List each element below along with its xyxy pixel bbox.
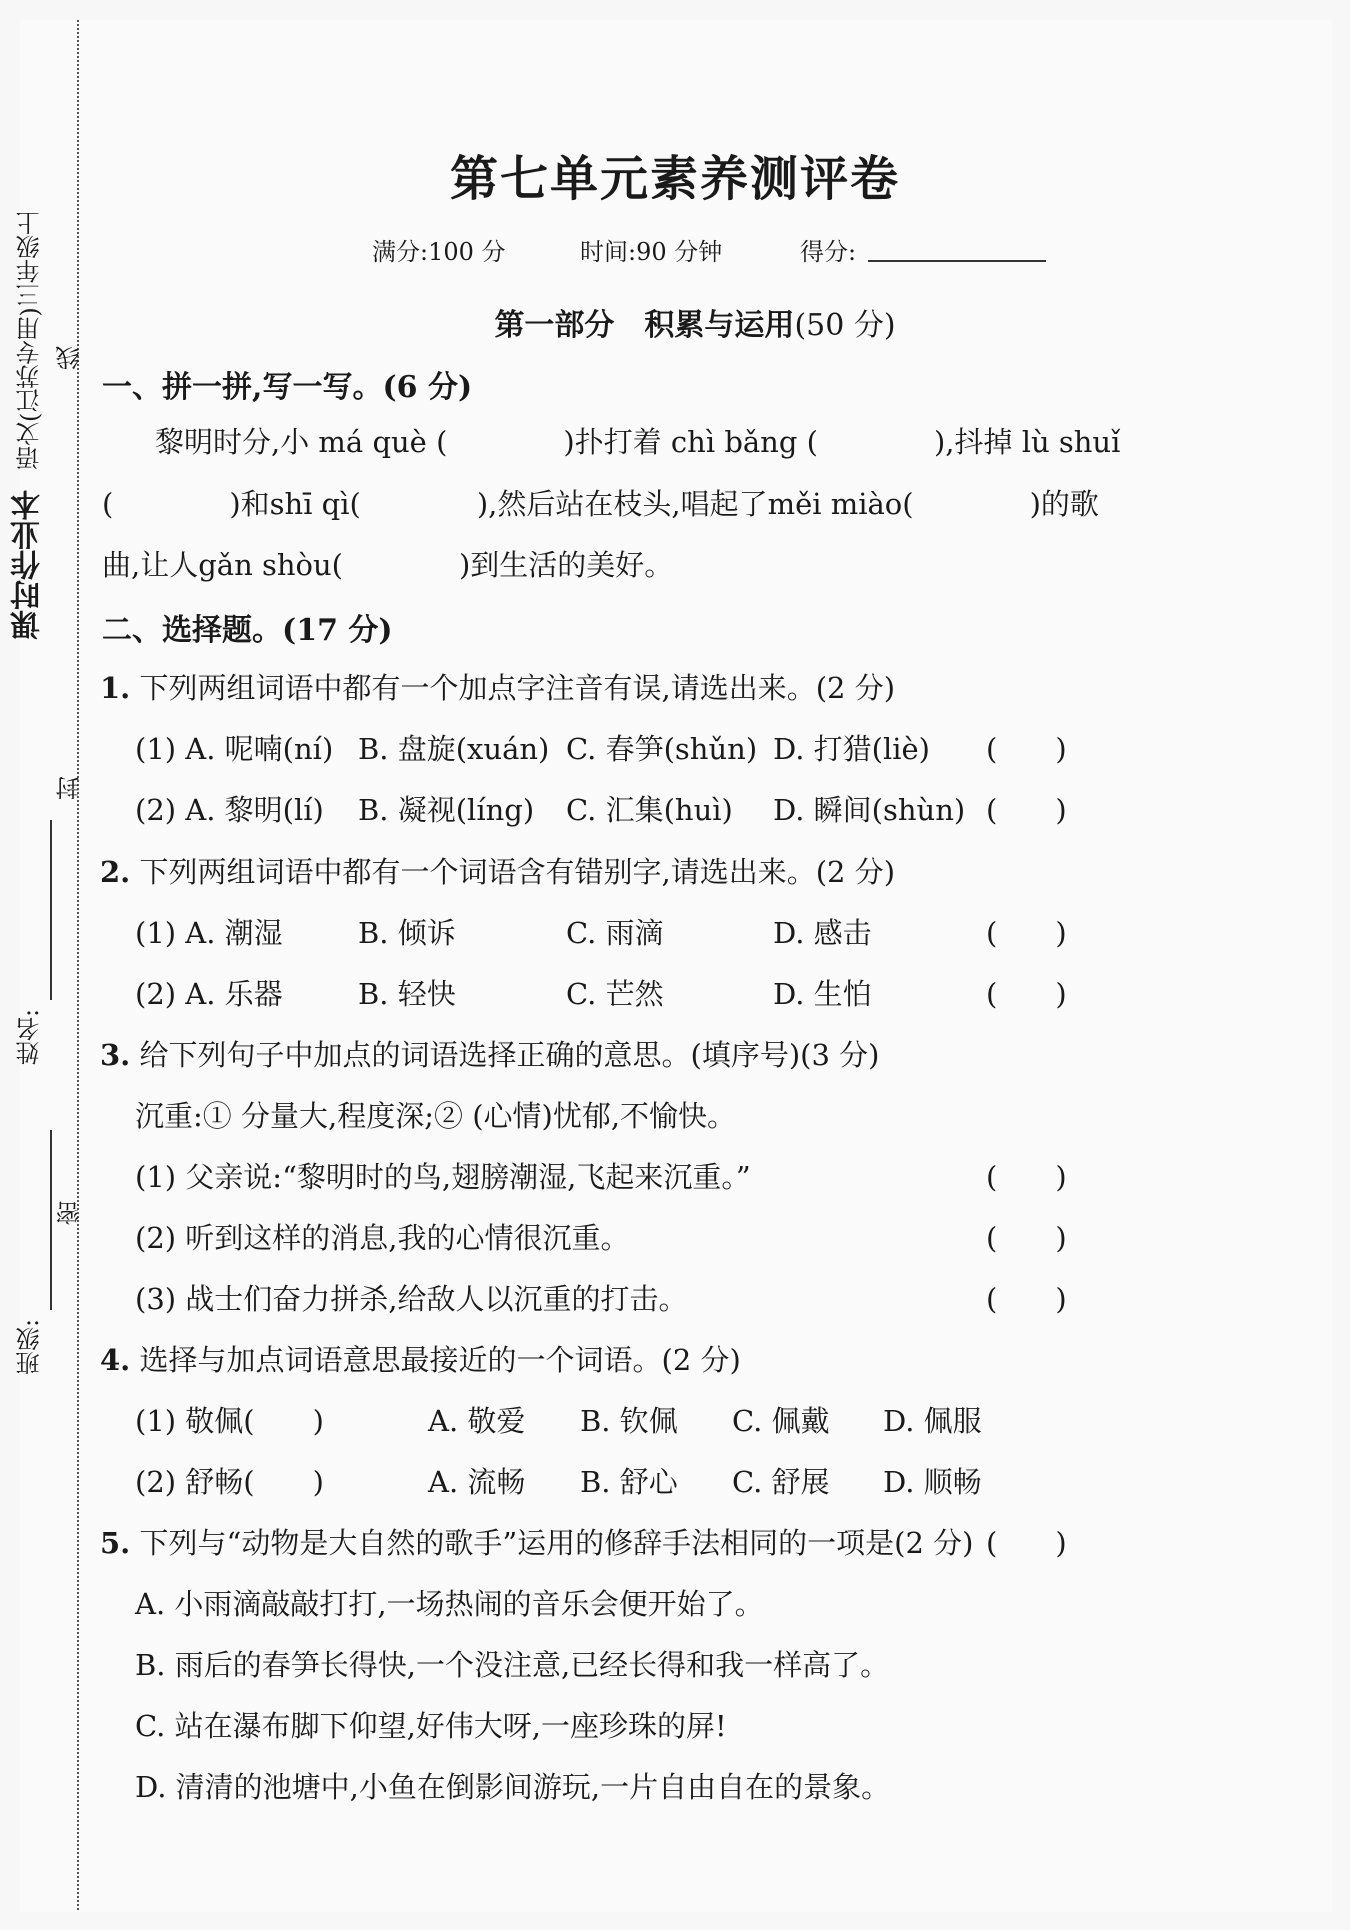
q2-row1-c: C. 雨滴 (566, 916, 664, 950)
side-subject: 语文(江苏专用)三年级上 (16, 211, 44, 470)
q5-stem (100, 1521, 973, 1562)
q3-number: 3. (100, 1038, 131, 1072)
q3-item-3: (3) 战士们奋力拼杀,给敌人以沉重的打击。 (135, 1282, 688, 1316)
pinyin-line-1: 黎明时分,小 má què ( )扑打着 chì bǎng ( ),抖掉 lù shuǐ (155, 425, 1121, 459)
q1-row1-c: C. 春笋(shǔn) (566, 732, 758, 766)
section1-heading: 一、拼一拼,写一写。(6 分) (102, 370, 473, 405)
q4-row2-a: A. 流畅 (428, 1465, 526, 1499)
q4-row1-word: (1) 敬佩( ) (135, 1404, 324, 1438)
side-name-line (50, 820, 52, 1000)
time-limit: 时间:90 分钟 (580, 238, 723, 266)
q2-row1-answer[interactable]: ( ) (986, 916, 1067, 950)
q3-definition: 沉重:① 分量大,程度深;② (心情)忧郁,不愉快。 (135, 1099, 737, 1133)
q2-text: 下列两组词语中都有一个词语含有错别字,请选出来。(2 分) (139, 855, 896, 889)
q5-number: 5. (100, 1526, 131, 1560)
q3-item3-answer[interactable]: ( ) (986, 1282, 1067, 1316)
q4-row2-c: C. 舒展 (732, 1465, 830, 1499)
side-class-label: 班级: (16, 1318, 44, 1375)
side-class-line (50, 1130, 52, 1310)
q1-row2-answer[interactable]: ( ) (986, 793, 1067, 827)
score-blank (868, 260, 1046, 262)
q3-item-2: (2) 听到这样的消息,我的心情很沉重。 (135, 1221, 630, 1255)
q2-row1-a: (1) A. 潮湿 (135, 916, 283, 950)
q2-row1-d: D. 感击 (773, 916, 872, 950)
q2-row2-c: C. 芒然 (566, 977, 664, 1011)
q3-item1-answer[interactable]: ( ) (986, 1160, 1067, 1194)
q2-stem (100, 850, 895, 891)
q3-text: 给下列句子中加点的词语选择正确的意思。(填序号)(3 分) (139, 1038, 880, 1072)
q1-number: 1. (100, 671, 131, 705)
q1-row1-a: (1) A. 呢喃(ní) (135, 732, 334, 766)
q2-row2-d: D. 生怕 (773, 977, 872, 1011)
q2-number: 2. (100, 855, 131, 889)
q1-row2-d: D. 瞬间(shùn) (773, 793, 966, 827)
q4-row2-word: (2) 舒畅( ) (135, 1465, 324, 1499)
q1-row2-b: B. 凝视(líng) (358, 793, 535, 827)
q5-option-b: B. 雨后的春笋长得快,一个没注意,已经长得和我一样高了。 (135, 1648, 890, 1682)
q1-row1-answer[interactable]: ( ) (986, 732, 1067, 766)
pinyin-line-2: ( )和shī qì( ),然后站在枝头,唱起了měi miào( )的歌 (102, 487, 1099, 521)
q3-stem (100, 1033, 879, 1074)
q1-row1-b: B. 盘旋(xuán) (358, 732, 550, 766)
q4-text: 选择与加点词语意思最接近的一个词语。(2 分) (139, 1343, 741, 1377)
q5-option-a: A. 小雨滴敲敲打打,一场热闹的音乐会便开始了。 (135, 1587, 764, 1621)
q4-row1-c: C. 佩戴 (732, 1404, 830, 1438)
q5-answer[interactable]: ( ) (986, 1526, 1067, 1560)
side-line-mark: 线 (56, 346, 84, 370)
full-score: 满分:100 分 (372, 238, 506, 266)
q2-row2-b: B. 轻快 (358, 977, 456, 1011)
side-name-label: 姓名: (16, 1008, 44, 1065)
q5-option-c: C. 站在瀑布脚下仰望,好伟大呀,一座珍珠的屏! (135, 1709, 727, 1743)
part-points: (50 分) (794, 308, 896, 343)
q5-text: 下列与“动物是大自然的歌手”运用的修辞手法相同的一项是(2 分) (139, 1526, 974, 1560)
q3-item-1: (1) 父亲说:“黎明时的鸟,翅膀潮湿,飞起来沉重。” (135, 1160, 751, 1194)
q1-stem (100, 666, 895, 707)
pinyin-line-3: 曲,让人gǎn shòu( )到生活的美好。 (102, 548, 674, 582)
q4-stem (100, 1338, 741, 1379)
side-seal-mark: 封 (56, 776, 84, 800)
side-book-title: 课时作业本 (11, 490, 46, 640)
q1-row2-c: C. 汇集(huì) (566, 793, 733, 827)
q2-row2-a: (2) A. 乐器 (135, 977, 283, 1011)
part-heading (0, 300, 1350, 344)
q4-row2-b: B. 舒心 (580, 1465, 678, 1499)
q5-option-d: D. 清清的池塘中,小鱼在倒影间游玩,一片自由自在的景象。 (135, 1770, 891, 1804)
q4-number: 4. (100, 1343, 131, 1377)
side-close-mark: 密 (56, 1201, 84, 1225)
page-title: 第七单元素养测评卷 (449, 151, 900, 207)
q1-text: 下列两组词语中都有一个加点字注音有误,请选出来。(2 分) (139, 671, 896, 705)
score-label: 得分: (800, 238, 857, 266)
q1-row1-d: D. 打猎(liè) (773, 732, 930, 766)
q1-row2-a: (2) A. 黎明(lí) (135, 793, 324, 827)
q2-row1-b: B. 倾诉 (358, 916, 456, 950)
q4-row1-d: D. 佩服 (883, 1404, 982, 1438)
part-label: 第一部分 积累与运用 (494, 308, 795, 343)
q4-row2-d: D. 顺畅 (883, 1465, 982, 1499)
section2-heading: 二、选择题。(17 分) (102, 613, 393, 648)
q2-row2-answer[interactable]: ( ) (986, 977, 1067, 1011)
q4-row1-a: A. 敬爱 (428, 1404, 526, 1438)
q4-row1-b: B. 钦佩 (580, 1404, 678, 1438)
q3-item2-answer[interactable]: ( ) (986, 1221, 1067, 1255)
